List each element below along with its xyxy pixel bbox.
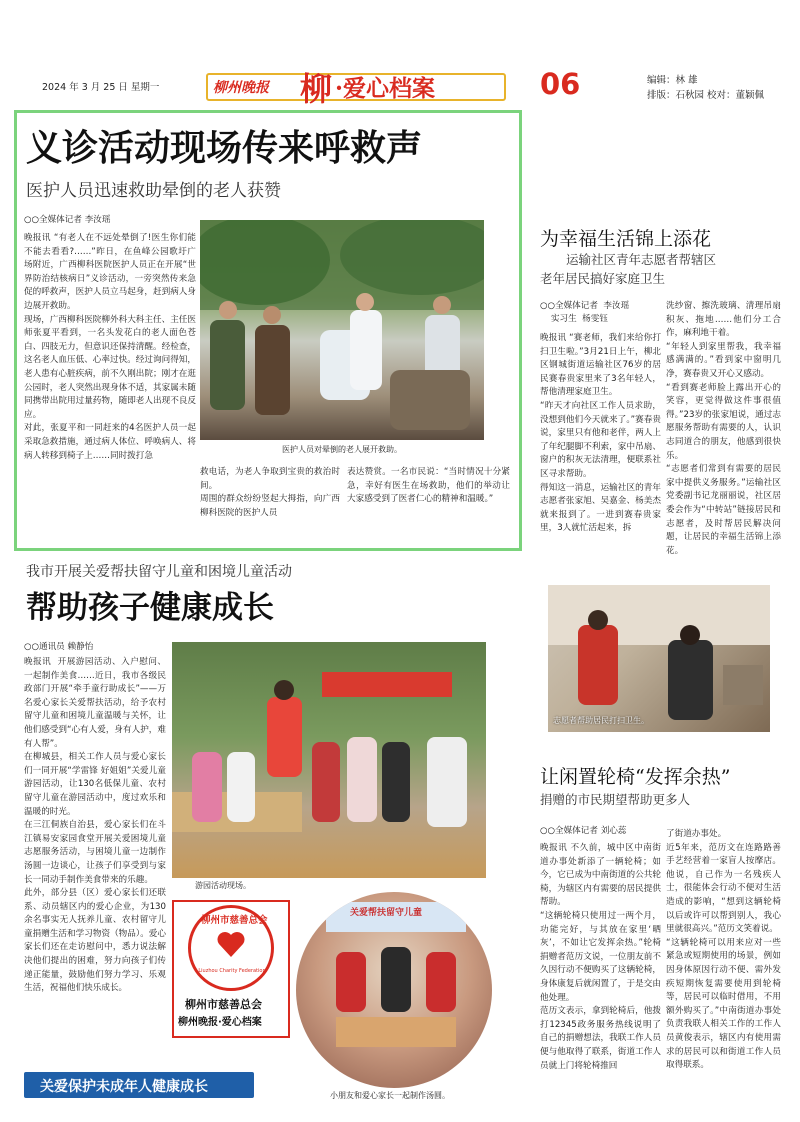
story2-caption: 志愿者帮助居民打扫卫生。: [553, 716, 649, 725]
charity-logo-text1: 柳州市慈善总会: [185, 998, 262, 1011]
charity-logo-text2: 柳州晚报·爱心档案: [178, 1017, 262, 1028]
story4-col2: 了街道办事处。 近5年来，范历文在连路路善手艺经营着一家盲人按摩店。他说，自己作为一名残疾人士，很能体会行动不便对生活造成的影响，“想到这辆轮椅以后或许可以帮到别人，我心里就很高兴。”范历文笑着说。 “这辆轮椅可以用来应对一些紧急或短期使用的场景，例如因身体原因行动不便、需外发疾短期恢复需要使用到轮椅等，居民可以临时借用，不用额外购买了。”中南街道办事处负责我联人相关工作的工作人员黄俊表示，辖区内有使用需求的居民可以和街道工作人员取得联系。: [666, 829, 781, 1071]
editor-line: 编辑：林 雄: [647, 75, 698, 86]
story2-col1: 晚报讯 “赛老师，我们来给你打扫卫生啦。”3月21日上午，柳北区钢城街道运输社区76岁的居民赛春贵家里来了3名年轻人，帮他清理家庭卫生。 “昨天才向社区工作人员求助，没想到他们今天就来了。”赛春贵说，家里只有他和老伴，两人上了年纪腿脚不利索，家中吊扇、窗户的积灰无法清理，便联系社区寻求帮助。 得知这一消息，运输社区的青年志愿者张家旭、吴嘉金、杨美杰就来报到了。一进到赛春贵家里，3人就忙活起来，拆: [540, 333, 661, 534]
charity-logo-en: Liuzhou Charity Federation: [198, 968, 266, 974]
story1-col2: 救电话，为老人争取到宝贵的救治时间。 周围的群众纷纷竖起大拇指，向广西柳科医院的医护人员: [200, 467, 340, 518]
page-number: 06: [540, 67, 581, 101]
section-title: ·爱心档案: [335, 75, 436, 102]
story1-col1: 晚报讯 “有老人在不远处晕倒了!医生你们能不能去看看?……”昨日，在鱼峰公园歌圩广场附近，广西柳科医院医护人员正在开展“世界防治结核病日”义诊活动，一旁突然传来急促的呼救声，医护人员立马起身，赶到病人身边展开救助。 现场，广西柳科医院柳外科大科主任、主任医师张夏平看到，一名头发花白的老人面色苍白、四肢无力，但意识还保持清醒。经检查，这名老人血压低、心率过快。经过询问得知，老人患有心脏疾病，前不久刚出院；刚才在逛公园时，老人突然出现身体不适，其家属未随同携带出院用过量药物，随即老人出现不良反应。 对此，张夏平和一同赶来的4名医护人员一起采取急救措施，通过病人体位、呼唤病人、将病人转移到椅子上……同时拨打急: [24, 233, 196, 461]
story4-col1: 晚报讯 不久前，城中区中南街道办事处新添了一辆轮椅；如今，它已成为中南街道的公共轮椅，为辖区内有需要的居民提供帮助。 “这辆轮椅只使用过一两个月，功能完好，与其放在家里‘晒灰’，不如让它发挥余热。”轮椅捐赠者范历文说，一位朋友前不久因行动不便购买了这辆轮椅，身体康复后就闲置了，于是交由他处理。 范历文表示，拿到轮椅后，他拨打12345政务服务热线说明了自己的捐赠想法，我联工作人员便与他取得了联系，街道工作人员就上门将轮椅推回: [540, 843, 661, 1071]
story3-photo-banner: 关爱帮扶留守儿童: [350, 908, 423, 918]
story3-photo1-art: [172, 642, 486, 878]
paper-logo: 柳州晚报: [213, 80, 269, 96]
story1-col1-end: [24, 490, 196, 545]
story1-col3: 表达赞赏。一名市民说：“当时情况十分紧急，幸好有医生在场救助，他们的举动让大家感受到了医者仁心的精神和温暖。”: [347, 467, 510, 505]
story2-byline: ○○全媒体记者 李汝瑶 实习生 杨雯钰: [540, 301, 630, 324]
story4-headline: 让闲置轮椅“发挥余热”: [540, 766, 731, 788]
story1-caption: 医护人员对晕倒的老人展开救助。: [282, 445, 402, 454]
charity-logo-arc: 柳州市慈善总会: [201, 915, 268, 926]
story1-subhead: 医护人员迅速救助晕倒的老人获赞: [26, 181, 281, 201]
footer-banner-text: 关爱保护未成年人健康成长: [40, 1079, 208, 1095]
story3-byline: ○○通讯员 赖静怡: [24, 642, 94, 652]
story3-photo2-art: [296, 892, 492, 1088]
story4-byline: ○○全媒体记者 刘心蕊: [540, 826, 627, 836]
typeset-line: 排版：石秋园 校对：董颖佩: [647, 90, 765, 101]
story2-subhead2: 老年居民搞好家庭卫生: [540, 271, 666, 286]
story2-photo: [548, 585, 770, 732]
heart-icon: [215, 928, 247, 960]
story3-body: 晚报讯 开展游园活动、入户慰问、一起制作美食……近日，我市各级民政部门开展“牵手童行助成长”——万名爱心家长关爱帮扶活动，给予农村留守儿童和困境儿童温暖与关怀，让他们感受到“心有人爱，身有人护，难有人帮”。 在柳城县，相关工作人员与爱心家长们一同开展“学雷锋 好姐姐”关爱儿童游园活动，让130名低保儿童、农村留守儿童在游园活动中，度过欢乐和温暖的时光。 在三江侗族自治县，爱心家长们在斗江镇易安家园食堂开展关爱困境儿童志愿服务活动，与困境儿童一边制作汤圆一边谈心，让孩子们享受到与家长一同动手制作美食带来的乐趣。 此外，部分县（区）爱心家长们还联系、动员辖区内的爱心企业，为130余名事实无人抚养儿童、农村留守儿童捐赠生活和学习物资（物品）。爱心家长们还在走访慰问中，悉力说法解决他们提出的困难，努力向孩子们传递正能量，鼓励他们努力学习、乐观生活，祝福他们快乐成长。: [24, 657, 166, 994]
story3-subhead: 我市开展关爱帮扶留守儿童和困境儿童活动: [26, 564, 292, 580]
story3-photo2: [296, 892, 492, 1088]
story2-subhead1: 运输社区青年志愿者帮辖区: [566, 252, 717, 267]
story3-photo1: [172, 642, 486, 878]
story2-headline: 为幸福生活锦上添花: [540, 228, 712, 250]
story2-col2: 洗纱窗、擦洗玻璃、清理吊扇积灰、拖地……他们分工合作，麻利地干着。 “年轻人到家里帮我，我幸福感满满的。”看到家中窗明几净，赛春贵又开心又感动。 “看到赛老师脸上露出开心的笑容，更觉得做这件事很值得。”23岁的张家旭说，通过志愿服务帮助有需要的人，认识志同道合的朋友，他感到很快乐。 “志愿者们常到有需要的居民家中提供义务服务。”运输社区党委副书记龙丽丽说，社区居委会作为“中转站”链接居民和志愿者，及时帮居民解决问题，让居民的幸福生活锦上添花。: [666, 301, 781, 556]
section-liu: 柳: [300, 70, 333, 108]
story4-subhead: 捐赠的市民期望帮助更多人: [540, 792, 691, 807]
story1-photo-art: [200, 220, 484, 440]
issue-date: 2024 年 3 月 25 日 星期一: [42, 82, 160, 93]
story1-byline: ○○全媒体记者 李汝瑶: [24, 215, 111, 225]
story3-headline: 帮助孩子健康成长: [26, 590, 274, 626]
story3-caption1: 游园活动现场。: [195, 881, 251, 890]
story3-caption2: 小朋友和爱心家长一起制作汤圆。: [330, 1091, 450, 1100]
story1-photo: [200, 220, 484, 440]
story2-photo-art: [548, 585, 770, 732]
story1-headline: 义诊活动现场传来呼救声: [26, 127, 423, 169]
